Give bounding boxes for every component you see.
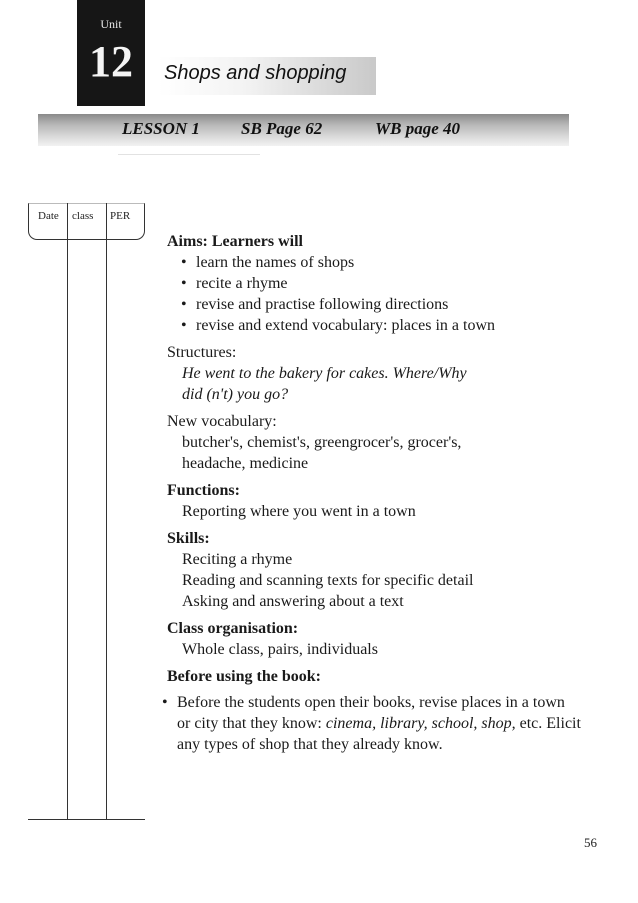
skills-heading: Skills: [167, 530, 210, 547]
structures-line: did (n't) you go? [182, 386, 289, 403]
aim-item: • learn the names of shops [181, 252, 587, 273]
bullet-marker: • [162, 694, 168, 711]
record-table-header [28, 203, 145, 240]
table-bottom-line [28, 819, 145, 820]
column-date: Date [38, 210, 59, 222]
column-class: class [72, 210, 94, 222]
structures-heading: Structures: [167, 344, 237, 361]
table-divider-1 [67, 203, 68, 819]
skills-line: Reading and scanning texts for specific detail [182, 572, 474, 589]
unit-title: Shops and shopping [164, 62, 347, 84]
unit-number: 12 [89, 37, 133, 86]
organisation-section [167, 618, 587, 660]
vocabulary-section [167, 411, 587, 474]
column-per: PER [110, 210, 131, 222]
unit-badge [77, 0, 145, 106]
table-divider-2 [106, 203, 107, 819]
lesson-bar [38, 114, 569, 146]
before-heading: Before using the book: [167, 668, 321, 685]
lesson-plan-content [167, 231, 587, 693]
structures-line: He went to the bakery for cakes. Where/Why [182, 365, 467, 382]
vocabulary-heading: New vocabulary: [167, 413, 277, 430]
vocabulary-line: butcher's, chemist's, greengrocer's, grocer's, [182, 434, 462, 451]
page-number: 56 [584, 835, 597, 850]
wb-page: WB page 40 [375, 119, 460, 138]
functions-section [167, 480, 587, 522]
aim-item: • revise and practise following directions [181, 294, 587, 315]
lesson-number: LESSON 1 [122, 119, 200, 138]
before-bullet-item [162, 692, 582, 755]
skills-section [167, 528, 587, 612]
organisation-heading: Class organisation: [167, 620, 299, 637]
functions-line: Reporting where you went in a town [182, 503, 416, 520]
skills-line: Asking and answering about a text [182, 593, 404, 610]
aims-section [167, 231, 587, 336]
vocabulary-line: headache, medicine [182, 455, 309, 472]
aim-item: • recite a rhyme [181, 273, 587, 294]
skills-line: Reciting a rhyme [182, 551, 293, 568]
structures-section [167, 342, 587, 405]
organisation-line: Whole class, pairs, individuals [182, 641, 378, 658]
aims-list [167, 252, 587, 336]
unit-label: Unit [100, 17, 122, 31]
before-text-part: etc. Elicit any types of shop that they already know. [177, 715, 581, 753]
before-section [167, 666, 587, 687]
before-examples: cinema, library, school, shop, [325, 715, 516, 732]
unit-title-bar [158, 57, 376, 95]
before-text [162, 692, 582, 755]
aims-heading: Aims: Learners will [167, 233, 303, 250]
aim-item: • revise and extend vocabulary: places in a town [181, 315, 587, 336]
before-text-part: Before the students open their books, revise places in a town or city that they know: [177, 694, 565, 732]
functions-heading: Functions: [167, 482, 240, 499]
lesson-underline [118, 154, 260, 155]
sb-page: SB Page 62 [241, 119, 323, 138]
